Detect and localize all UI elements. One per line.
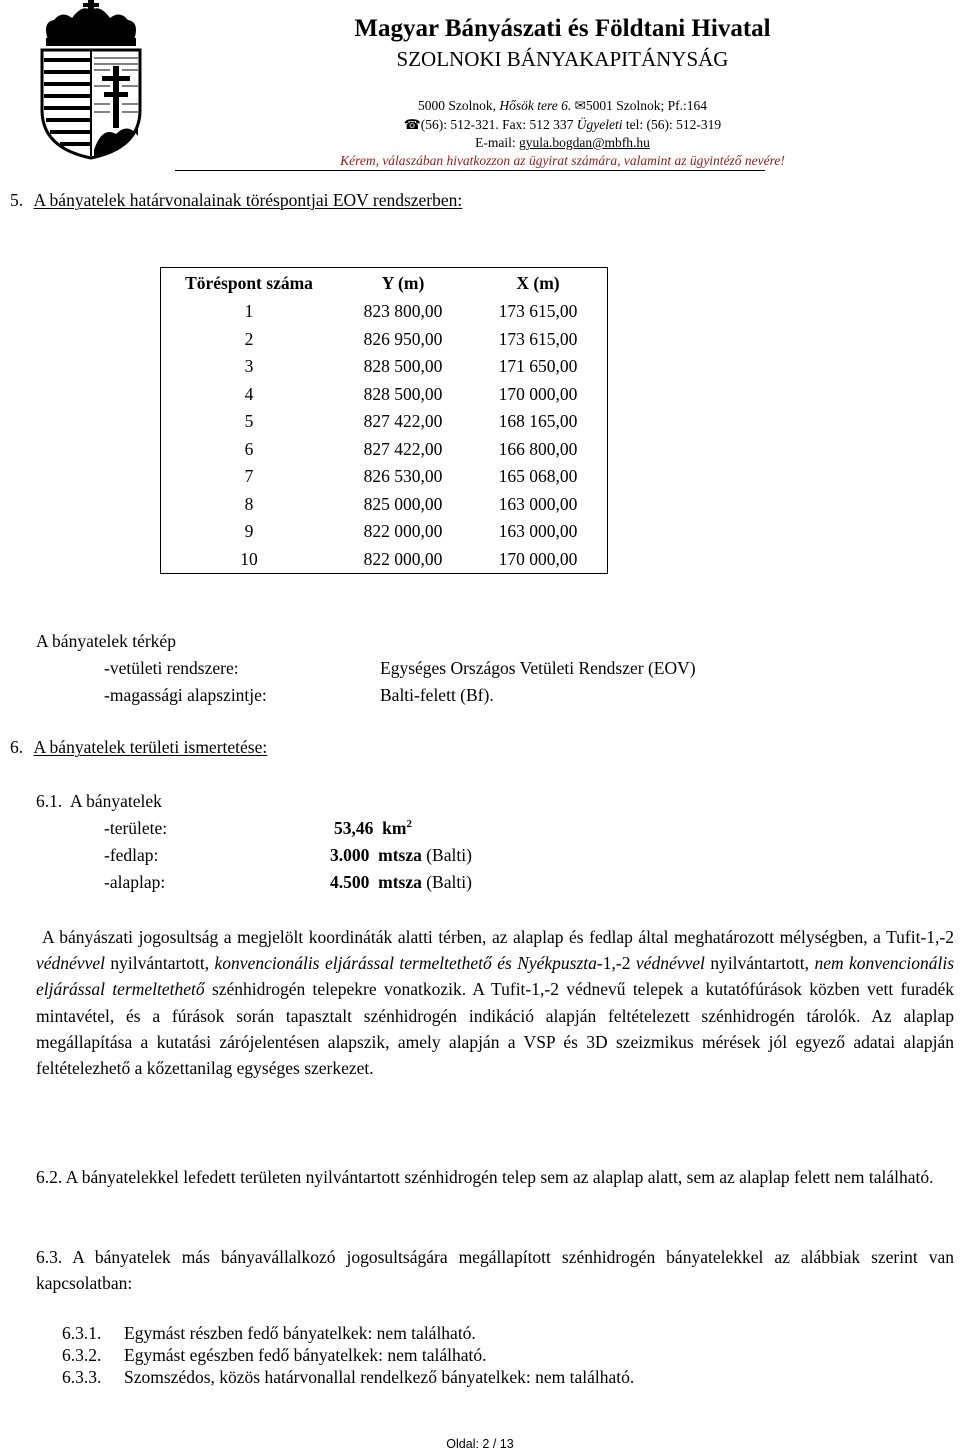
- table-header-row: [161, 268, 608, 299]
- list-item-number: 6.3.1.: [62, 1323, 102, 1343]
- envelope-icon: ✉: [574, 98, 586, 113]
- y-coordinate: 823 800,00: [363, 301, 443, 322]
- paragraph-part-3: nyilvántartott,: [104, 953, 215, 974]
- floor-reference: (Balti): [421, 872, 472, 892]
- paragraph-part-8: nem konvencionális eljárással termeltethető: [36, 953, 955, 1000]
- floor-value: [330, 872, 472, 893]
- column-header-y: Y (m): [381, 272, 425, 293]
- projection-value: Egységes Országos Vetületi Rendszer (EOV): [380, 658, 696, 678]
- projection-label: -vetületi rendszere:: [104, 658, 239, 678]
- floor-label: -alaplap:: [104, 872, 166, 892]
- paragraph-part-4: konvencionális eljárással termeltethető és Nyékpuszta: [214, 953, 597, 974]
- page-number: Oldal: 2 / 13: [446, 1437, 514, 1451]
- x-coordinate: 171 650,00: [498, 356, 578, 377]
- relations-list: [62, 1323, 634, 1389]
- organization-name: Magyar Bányászati és Földtani Hivatal: [354, 15, 771, 42]
- email-label: E-mail:: [475, 135, 519, 150]
- y-coordinate: 828 500,00: [363, 356, 443, 377]
- roof-depth: 3.000 mtsza: [330, 845, 422, 865]
- table-row: [161, 546, 608, 574]
- paragraph-part-9: szénhidrogén telepekre vonatkozik. A Tufit-1,-2 védnevű telepek a kutatófúrások közben vett furadék mintavétel, és a fúrások során tapasztalt szénhidrogén indikáció alapján feltételezett szénhidrogén tárolók. Az alaplap megállapítása a kutatási zárójelentésen alapszik, amely alapján a VSP és 3D szeizmikus mérések jól egyező adatai alapján feltételezhető a kőzettanilag egységes szerkezet.: [36, 979, 954, 1079]
- header-divider: [175, 170, 765, 171]
- paragraph-part-2: védnévvel: [36, 953, 105, 974]
- section-6-number: 6.: [10, 737, 24, 757]
- hungarian-coat-of-arms-icon: [32, 0, 150, 160]
- point-number: 4: [244, 383, 254, 404]
- table-row: [161, 381, 608, 409]
- x-coordinate: 170 000,00: [498, 383, 578, 404]
- roof-reference: (Balti): [421, 845, 472, 865]
- office-name: SZOLNOKI BÁNYAKAPITÁNYSÁG: [396, 47, 729, 71]
- list-item-text: Egymást részben fedő bányatelkek: nem található.: [124, 1323, 476, 1343]
- address-po: 5001 Szolnok; Pf.:164: [585, 98, 708, 113]
- table-row: [161, 326, 608, 354]
- section-5-heading: [10, 190, 462, 211]
- address-street: Hősök tere 6.: [499, 98, 572, 113]
- section-5-title: A bányatelek határvonalainak töréspontjai EOV rendszerben:: [33, 190, 463, 210]
- table-row: [161, 518, 608, 546]
- reference-request-note: Kérem, válaszában hivatkozzon az ügyirat számára, valamint az ügyintéző nevére!: [340, 153, 785, 168]
- email-line: [175, 135, 950, 151]
- point-number: 7: [244, 466, 254, 487]
- section-5-number: 5.: [10, 190, 24, 210]
- phone-numbers: (56): 512-321. Fax: 512 337: [420, 117, 577, 132]
- list-item: [62, 1367, 634, 1389]
- paragraph-part-6: védnévvel: [635, 953, 705, 974]
- datum-value: Balti-felett (Bf).: [380, 685, 494, 705]
- point-number: 6: [244, 438, 254, 459]
- area-number: 53,46 km: [334, 818, 407, 838]
- paragraph-part-7: nyilvántartott,: [704, 953, 815, 974]
- paragraph-part-1: A bányászati jogosultság a megjelölt koordináták alatti térben, az alaplap és fedlap által meghatározott mélységben, a Tufit-1,-2: [42, 927, 954, 947]
- point-number: 9: [244, 521, 254, 542]
- on-call-label: Ügyeleti: [576, 117, 623, 132]
- x-coordinate: 165 068,00: [498, 466, 578, 487]
- map-title: A bányatelek térkép: [36, 631, 176, 651]
- phone-icon: ☎: [403, 117, 421, 132]
- table-row: [161, 408, 608, 436]
- point-number: 1: [244, 301, 254, 322]
- section-6-title: A bányatelek területi ismertetése:: [33, 737, 268, 757]
- area-unit-exponent: 2: [406, 818, 412, 831]
- x-coordinate: 163 000,00: [498, 521, 578, 542]
- section-6-heading: [10, 737, 267, 758]
- rights-paragraph: [36, 924, 954, 1081]
- x-coordinate: 173 615,00: [498, 328, 578, 349]
- x-coordinate: 166 800,00: [498, 438, 578, 459]
- point-number: 5: [244, 411, 254, 432]
- table-row: [161, 436, 608, 464]
- address-line: [175, 98, 950, 114]
- area-value: [334, 818, 412, 839]
- list-item-text: Egymást egészben fedő bányatelkek: nem található.: [124, 1345, 487, 1365]
- x-coordinate: 168 165,00: [498, 411, 578, 432]
- email-link[interactable]: gyula.bogdan@mbfh.hu: [518, 135, 650, 150]
- roof-label: -fedlap:: [104, 845, 159, 865]
- phone-line: [175, 117, 950, 133]
- y-coordinate: 825 000,00: [363, 493, 443, 514]
- on-call-number: tel: (56): 512-319: [622, 117, 722, 132]
- point-number: 3: [244, 356, 254, 377]
- address-prefix: 5000 Szolnok,: [417, 98, 500, 113]
- paragraph-6-2: 6.2. A bányatelekkel lefedett területen nyilvántartott szénhidrogén telep sem az alaplap alatt, sem az alaplap felett nem található.: [36, 1167, 934, 1187]
- y-coordinate: 827 422,00: [363, 411, 443, 432]
- point-number: 8: [244, 493, 254, 514]
- floor-depth: 4.500 mtsza: [330, 872, 422, 892]
- table-row: [161, 298, 608, 326]
- y-coordinate: 822 000,00: [363, 548, 443, 569]
- table-body: [161, 298, 608, 574]
- column-header-x: X (m): [516, 272, 560, 293]
- paragraph-part-5: -1,-2: [596, 953, 636, 974]
- list-item-number: 6.3.3.: [62, 1367, 102, 1387]
- x-coordinate: 163 000,00: [498, 493, 578, 514]
- y-coordinate: 827 422,00: [363, 438, 443, 459]
- y-coordinate: 826 530,00: [363, 466, 443, 487]
- point-number: 2: [244, 328, 254, 349]
- y-coordinate: 828 500,00: [363, 383, 443, 404]
- y-coordinate: 822 000,00: [363, 521, 443, 542]
- list-item: [62, 1345, 634, 1367]
- table-row: [161, 491, 608, 519]
- paragraph-6-3: 6.3. A bányatelek más bányavállalkozó jogosultságára megállapított szénhidrogén bányatelekkel az alábbiak szerint van kapcsolatban:: [36, 1247, 954, 1294]
- list-item-text: Szomszédos, közös határvonallal rendelkező bányatelkek: nem található.: [124, 1367, 635, 1387]
- list-item-number: 6.3.2.: [62, 1345, 102, 1365]
- breakpoints-table: [160, 267, 608, 574]
- sub-6-1-title: 6.1. A bányatelek: [36, 791, 162, 811]
- table-row: [161, 463, 608, 491]
- x-coordinate: 173 615,00: [498, 301, 578, 322]
- y-coordinate: 826 950,00: [363, 328, 443, 349]
- column-header-point: Töréspont száma: [185, 272, 313, 293]
- x-coordinate: 170 000,00: [498, 548, 578, 569]
- roof-value: [330, 845, 472, 866]
- list-item: [62, 1323, 634, 1345]
- datum-label: -magassági alapszintje:: [104, 685, 267, 705]
- area-label: -területe:: [104, 818, 168, 838]
- point-number: 10: [240, 548, 258, 569]
- table-row: [161, 353, 608, 381]
